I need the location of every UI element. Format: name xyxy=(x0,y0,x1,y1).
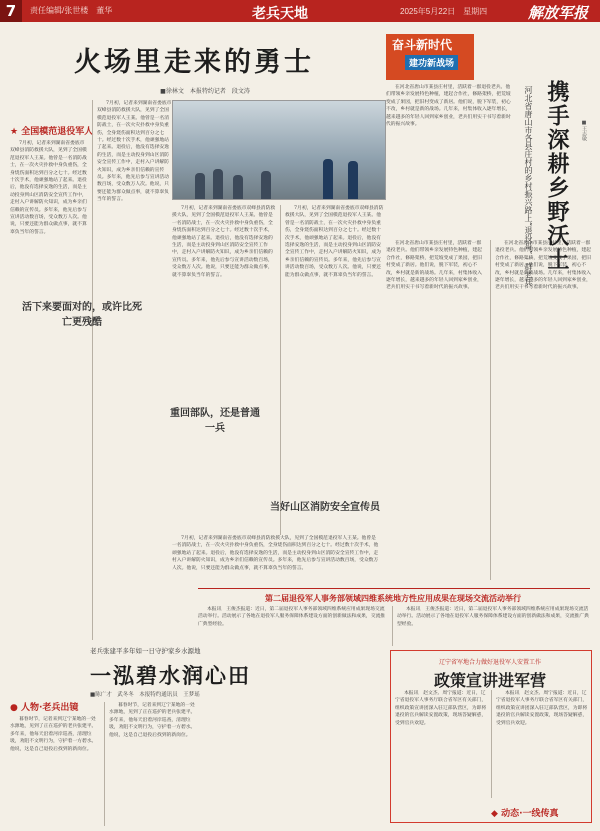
main-subhead-1: 活下来要面对的，或许比死亡更残酷 xyxy=(22,302,142,328)
main-subhead-3: 当好山区消防安全宣传员 xyxy=(270,502,380,513)
column-body-top: 在河北省唐山市某县庄村里，活跃着一群退役老兵。他们带领乡亲发展特色种植，建起合作社，修路架桥，把荒坡变成了果园，把旧村变成了新居。他们说，脱下军装，初心不改，乡村就是新的战场。几年来，村集体收入逐年增长，越来越多的年轻人回到家乡创业，老兵们用实干书写着新时代的振兴故事。 xyxy=(386,85,511,128)
bottom-body-col1: 暮春时节，记者来到辽宁某地的一处水源地，见到了正在巡护的老兵张建平。多年来，他每天沿着河岸巡查，清理垃圾，劝阻不文明行为，守护着一方碧水。他说，这是自己退役后找到的新岗位。 xyxy=(10,717,97,752)
main-byline: ■徐林文 本报特约记者 段文涛 xyxy=(160,88,250,95)
main-body-end: 7月初，记者来到湖南省娄底市双峰县消防救援大队，见到了全国模范退役军人王某。他曾是一名消防战士，在一次火灾扑救中身负重伤，全身烧伤面积达到百分之七十。经过数十次手术，他顽强地站了起来。退役后，他没有选择安逸的生活，而是主动投身到山区消防安全宣传工作中，走村入户讲解防火知识，成为乡亲们信赖的宣传员。多年来，他先后参与宣讲活动数百场，受众数万人次。他说，只要还能为群众做点事，就不算辜负当年的誓言。 xyxy=(172,536,379,571)
bottom-body-col2: 暮春时节，记者来到辽宁某地的一处水源地，见到了正在巡护的老兵张建平。多年来，他每天沿着河岸巡查，清理垃圾，劝阻不文明行为，守护着一方碧水。他说，这是自己退役后找到的新岗位。 xyxy=(104,702,199,826)
main-subhead-2: 重回部队，还是普通一兵 xyxy=(170,408,260,434)
feature-body-col1: 本报讯 王俊杰报道：近日，第二届退役军人事务部领域四维系统应用成果现场交流活动举行。活动展示了各地在退役军人服务保障体系建设方面的创新做法和成果，交流推广典型经验。 xyxy=(198,607,386,627)
column-subtitle: 河北省唐山市各县庄村的乡村振兴路上“退役哥”一群老兵 xyxy=(524,86,533,287)
star-icon: ★ xyxy=(10,127,19,137)
main-body-col1: 7月初，记者来到湖南省娄底市双峰县消防救援大队，见到了全国模范退役军人王某。他曾是一名消防战士，在一次火灾扑救中身负重伤，全身烧伤面积达到百分之七十。经过数十次手术，他顽强地站了起来。退役后，他没有选择安逸的生活，而是主动投身到山区消防安全宣传工作中，走村入户讲解防火知识，成为乡亲们信赖的宣传员。多年来，他先后参与宣讲活动数百场，受众数万人次。他说，只要还能为群众做点事，就不算辜负当年的誓言。 xyxy=(10,141,87,235)
main-body-col2: 7月初，记者来到湖南省娄底市双峰县消防救援大队，见到了全国模范退役军人王某。他曾是一名消防战士，在一次火灾扑救中身负重伤，全身烧伤面积达到百分之七十。经过数十次手术，他顽强地站了起来。退役后，他没有选择安逸的生活，而是主动投身到山区消防安全宣传工作中，走村入户讲解防火知识，成为乡亲们信赖的宣传员。多年来，他先后参与宣讲活动数百场，受众数万人次。他说，只要还能为群众做点事，就不算辜负当年的誓言。 xyxy=(92,100,173,640)
feature-body-col2: 本报讯 王俊杰报道：近日，第二届退役军人事务部领域四维系统应用成果现场交流活动举行。活动展示了各地在退役军人服务保障体系建设方面的创新做法和成果，交流推广典型经验。 xyxy=(392,606,593,646)
column-body-col2: 在河北省唐山市某县庄村里，活跃着一群退役老兵。他们带领乡亲发展特色种植，建起合作社，修路架桥，把荒坡变成了果园，把旧村变成了新居。他们说，脱下军装，初心不改，乡村就是新的战场。几年来，村集体收入逐年增长，越来越多的年轻人回到家乡创业，老兵们用实干书写着新时代的振兴故事。 xyxy=(490,240,595,580)
column-banner-title: 奋斗新时代 xyxy=(392,38,453,52)
bottom-kicker: ● 人物·老兵出镜 xyxy=(10,703,79,713)
policy-kicker: ◆ 动态·一线传真 xyxy=(491,809,559,819)
page-number: 7 xyxy=(0,0,22,22)
policy-body-col2: 本报讯 赵文杰、周宁报道：近日，辽宁省退役军人事务厅联合省军区有关部门，组织政策宣讲团深入驻辽部队营区，为即将退役的官兵解读安置政策，现场答疑解惑，受到官兵欢迎。 xyxy=(491,690,590,798)
column-body-col1: 在河北省唐山市某县庄村里，活跃着一群退役老兵。他们带领乡亲发展特色种植，建起合作社，修路架桥，把荒坡变成了果园，把旧村变成了新居。他们说，脱下军装，初心不改，乡村就是新的战场。几年来，村集体收入逐年增长，越来越多的年轻人回到家乡创业，老兵们用实干书写着新时代的振兴故事。 xyxy=(386,241,482,291)
pin-icon: ◆ xyxy=(491,809,498,819)
person-icon: ● xyxy=(10,703,18,713)
bottom-pre-title: 老兵张建平多年如一日守护家乡水源地 xyxy=(90,647,201,655)
feature-headline: 第二届退役军人事务部领域四维系统地方性应用成果在现场交流活动举行 xyxy=(265,594,521,603)
main-kicker: ★ 全国模范退役军人 xyxy=(10,127,94,137)
policy-headline: 政策宣讲进军营 xyxy=(433,671,546,690)
column-headline: 携手深耕乡野沃土 xyxy=(544,80,569,272)
divider xyxy=(198,588,590,589)
section-title: 老兵天地 xyxy=(252,6,308,22)
main-body-col4: 7月初，记者来到湖南省娄底市双峰县消防救援大队，见到了全国模范退役军人王某。他曾是一名消防战士，在一次火灾扑救中身负重伤，全身烧伤面积达到百分之七十。经过数十次手术，他顽强地站了起来。退役后，他没有选择安逸的生活，而是主动投身到山区消防安全宣传工作中，走村入户讲解防火知识，成为乡亲们信赖的宣传员。多年来，他先后参与宣讲活动数百场，受众数万人次。他说，只要还能为群众做点事，就不算辜负当年的誓言。 xyxy=(280,205,385,535)
fire-station-photo xyxy=(172,100,386,200)
bottom-headline: 一泓碧水润心田 xyxy=(90,664,251,688)
column-banner-subtitle: 建功新战场 xyxy=(405,55,458,70)
column-byline: ■王志敏 xyxy=(581,120,587,141)
policy-pre-title: 辽宁省军地合力做好退役军人安置工作 xyxy=(438,659,541,666)
issue-date: 2025年5月22日 星期四 xyxy=(400,7,488,16)
newspaper-logo: 解放军报 xyxy=(528,4,589,22)
main-headline: 火场里走来的勇士 xyxy=(74,47,314,78)
main-body-col3: 7月初，记者来到湖南省娄底市双峰县消防救援大队，见到了全国模范退役军人王某。他曾是一名消防战士，在一次火灾扑救中身负重伤，全身烧伤面积达到百分之七十。经过数十次手术，他顽强地站了起来。退役后，他没有选择安逸的生活，而是主动投身到山区消防安全宣传工作中，走村入户讲解防火知识，成为乡亲们信赖的宣传员。多年来，他先后参与宣讲活动数百场，受众数万人次。他说，只要还能为群众做点事，就不算辜负当年的誓言。 xyxy=(172,206,276,278)
editors-line: 责任编辑/张世楼 董华 xyxy=(30,6,113,15)
bottom-byline: ■陈广才 武冬冬 本报特约通讯员 王梦瑶 xyxy=(90,692,200,698)
policy-body-col1: 本报讯 赵文杰、周宁报道：近日，辽宁省退役军人事务厅联合省军区有关部门，组织政策宣讲团深入驻辽部队营区，为即将退役的官兵解读安置政策，现场答疑解惑，受到官兵欢迎。 xyxy=(395,691,487,726)
